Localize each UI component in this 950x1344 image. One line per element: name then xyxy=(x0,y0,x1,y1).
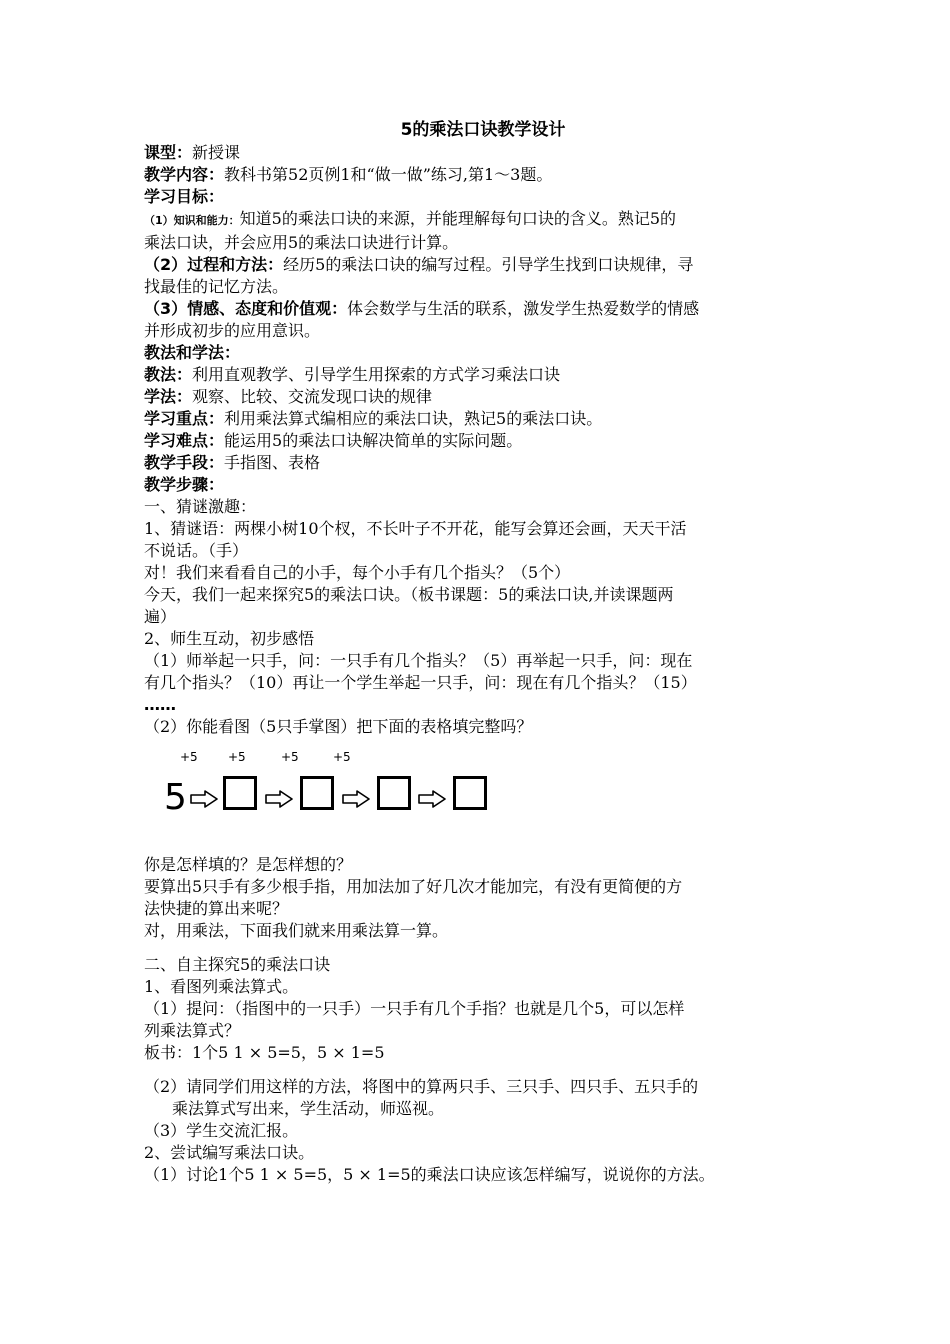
part-2-item-1-2b: 乘法算式写出来，学生活动，师巡视。 xyxy=(172,1099,445,1118)
plus-label-4: +5 xyxy=(333,750,351,764)
step-2-item-1c: …… xyxy=(144,695,176,714)
part-2-item-1-1a: （1）提问：（指图中的一只手）一只手有几个手指？也就是几个5，可以怎样 xyxy=(144,999,685,1018)
plus-label-3: +5 xyxy=(281,750,299,764)
key-point xyxy=(144,408,812,430)
plus-five-diagram xyxy=(144,750,812,846)
goal-2-line-a xyxy=(144,254,812,276)
goal-2-text-a: 经历5的乘法口诀的编写过程。引导学生找到口诀规律，寻 xyxy=(283,255,694,274)
part-2-item-2: 2、尝试编写乘法口诀。 xyxy=(144,1143,315,1162)
teaching-means xyxy=(144,452,812,474)
step-2-item-1a: （1）师举起一只手，问：一只手有几个指头？（5）再举起一只手，问：现在 xyxy=(144,651,693,670)
learning-method-label: 学法： xyxy=(144,387,193,406)
start-number: 5 xyxy=(164,777,187,818)
spacer xyxy=(144,1064,812,1076)
question-1: 你是怎样填的？是怎样想的？ xyxy=(144,855,353,874)
arrow-right-icon xyxy=(342,790,370,808)
part-2-board: 板书：1个5 1 × 5=5，5 × 1=5 xyxy=(144,1043,385,1062)
difficult-point-label: 学习难点： xyxy=(144,431,225,450)
goals-heading: 学习目标： xyxy=(144,187,225,206)
question-3: 对，用乘法，下面我们就来用乘法算一算。 xyxy=(144,921,449,940)
goal-3-text-a: 体会数学与生活的联系，激发学生热爱数学的情感 xyxy=(347,299,700,318)
question-2b: 法快捷的算出来呢？ xyxy=(144,899,289,918)
key-point-value: 利用乘法算式编相应的乘法口诀，熟记5的乘法口诀。 xyxy=(224,409,603,428)
goal-3-line-a xyxy=(144,298,812,320)
part-2-item-1-3: （3）学生交流汇报。 xyxy=(144,1121,299,1140)
document-content xyxy=(144,118,812,1186)
answer-box-4 xyxy=(453,776,487,810)
teaching-means-label: 教学手段： xyxy=(144,453,225,472)
part-2-item-1-2a: （2）请同学们用这样的方法，将图中的算两只手、三只手、四只手、五只手的 xyxy=(144,1077,699,1096)
question-2a: 要算出5只手有多少根手指，用加法加了好几次才能加完，有没有更简便的方 xyxy=(144,877,683,896)
arrow-right-icon xyxy=(190,790,218,808)
lesson-content-value: 教科书第52页例1和“做一做”练习,第1～3题。 xyxy=(224,165,553,184)
learning-method xyxy=(144,386,812,408)
teaching-method-value: 利用直观教学、引导学生用探索的方式学习乘法口诀 xyxy=(192,365,561,384)
step-1-today-b: 遍） xyxy=(144,607,177,626)
goal-1-line-a xyxy=(144,208,812,232)
step-1-today-a: 今天，我们一起来探究5的乘法口诀。（板书课题：5的乘法口诀,并读课题两 xyxy=(144,585,674,604)
part-2-item-1: 1、看图列乘法算式。 xyxy=(144,977,299,996)
goal-2-label: （2）过程和方法： xyxy=(144,255,284,274)
answer-box-1 xyxy=(223,776,257,810)
lesson-content xyxy=(144,164,812,186)
methods-heading: 教法和学法： xyxy=(144,343,241,362)
goal-3-label: （3）情感、态度和价值观： xyxy=(144,299,348,318)
lesson-content-label: 教学内容： xyxy=(144,165,225,184)
lesson-type xyxy=(144,142,812,164)
part-2-heading: 二、自主探究5的乘法口诀 xyxy=(144,955,331,974)
step-1-riddle-b: 不说话。（手） xyxy=(144,541,249,560)
answer-box-2 xyxy=(300,776,334,810)
plus-label-2: +5 xyxy=(228,750,246,764)
step-1-hands: 对！我们来看看自己的小手，每个小手有几个指头？（5个） xyxy=(144,563,571,582)
goal-2-line-b: 找最佳的记忆方法。 xyxy=(144,277,289,296)
step-2-item-1b: 有几个指头？（10）再让一个学生举起一只手，问：现在有几个指头？（15） xyxy=(144,673,697,692)
step-1-riddle-a: 1、猜谜语：两棵小树10个杈，不长叶子不开花，能写会算还会画，天天干活 xyxy=(144,519,687,538)
difficult-point-value: 能运用5的乘法口诀解决简单的实际问题。 xyxy=(224,431,523,450)
document-title: 5的乘法口诀教学设计 xyxy=(400,120,566,140)
teaching-means-value: 手指图、表格 xyxy=(224,453,321,472)
part-2-item-1-1b: 列乘法算式？ xyxy=(144,1021,241,1040)
goal-3-line-b: 并形成初步的应用意识。 xyxy=(144,321,321,340)
goal-1-text-a: 知道5的乘法口诀的来源，并能理解每句口诀的含义。熟记5的 xyxy=(239,209,677,228)
lesson-type-label: 课型： xyxy=(144,143,193,162)
steps-heading: 教学步骤： xyxy=(144,475,225,494)
goal-1-label: （1）知识和能力： xyxy=(144,214,240,227)
arrow-right-icon xyxy=(265,790,293,808)
step-2-heading: 2、师生互动，初步感悟 xyxy=(144,629,315,648)
teaching-method-label: 教法： xyxy=(144,365,193,384)
difficult-point xyxy=(144,430,812,452)
plus-label-1: +5 xyxy=(180,750,198,764)
part-2-item-2-1: （1）讨论1个5 1 × 5=5，5 × 1=5的乘法口诀应该怎样编写，说说你的方法。 xyxy=(144,1165,715,1184)
teaching-method xyxy=(144,364,812,386)
goal-1-line-b: 乘法口诀，并会应用5的乘法口诀进行计算。 xyxy=(144,233,459,252)
step-1-heading: 一、猜谜激趣： xyxy=(144,497,257,516)
key-point-label: 学习重点： xyxy=(144,409,225,428)
lesson-type-value: 新授课 xyxy=(192,143,241,162)
spacer xyxy=(144,942,812,954)
arrow-right-icon xyxy=(418,790,446,808)
learning-method-value: 观察、比较、交流发现口诀的规律 xyxy=(192,387,433,406)
step-2-item-2: （2）你能看图（5只手掌图）把下面的表格填完整吗？ xyxy=(144,717,533,736)
answer-box-3 xyxy=(377,776,411,810)
